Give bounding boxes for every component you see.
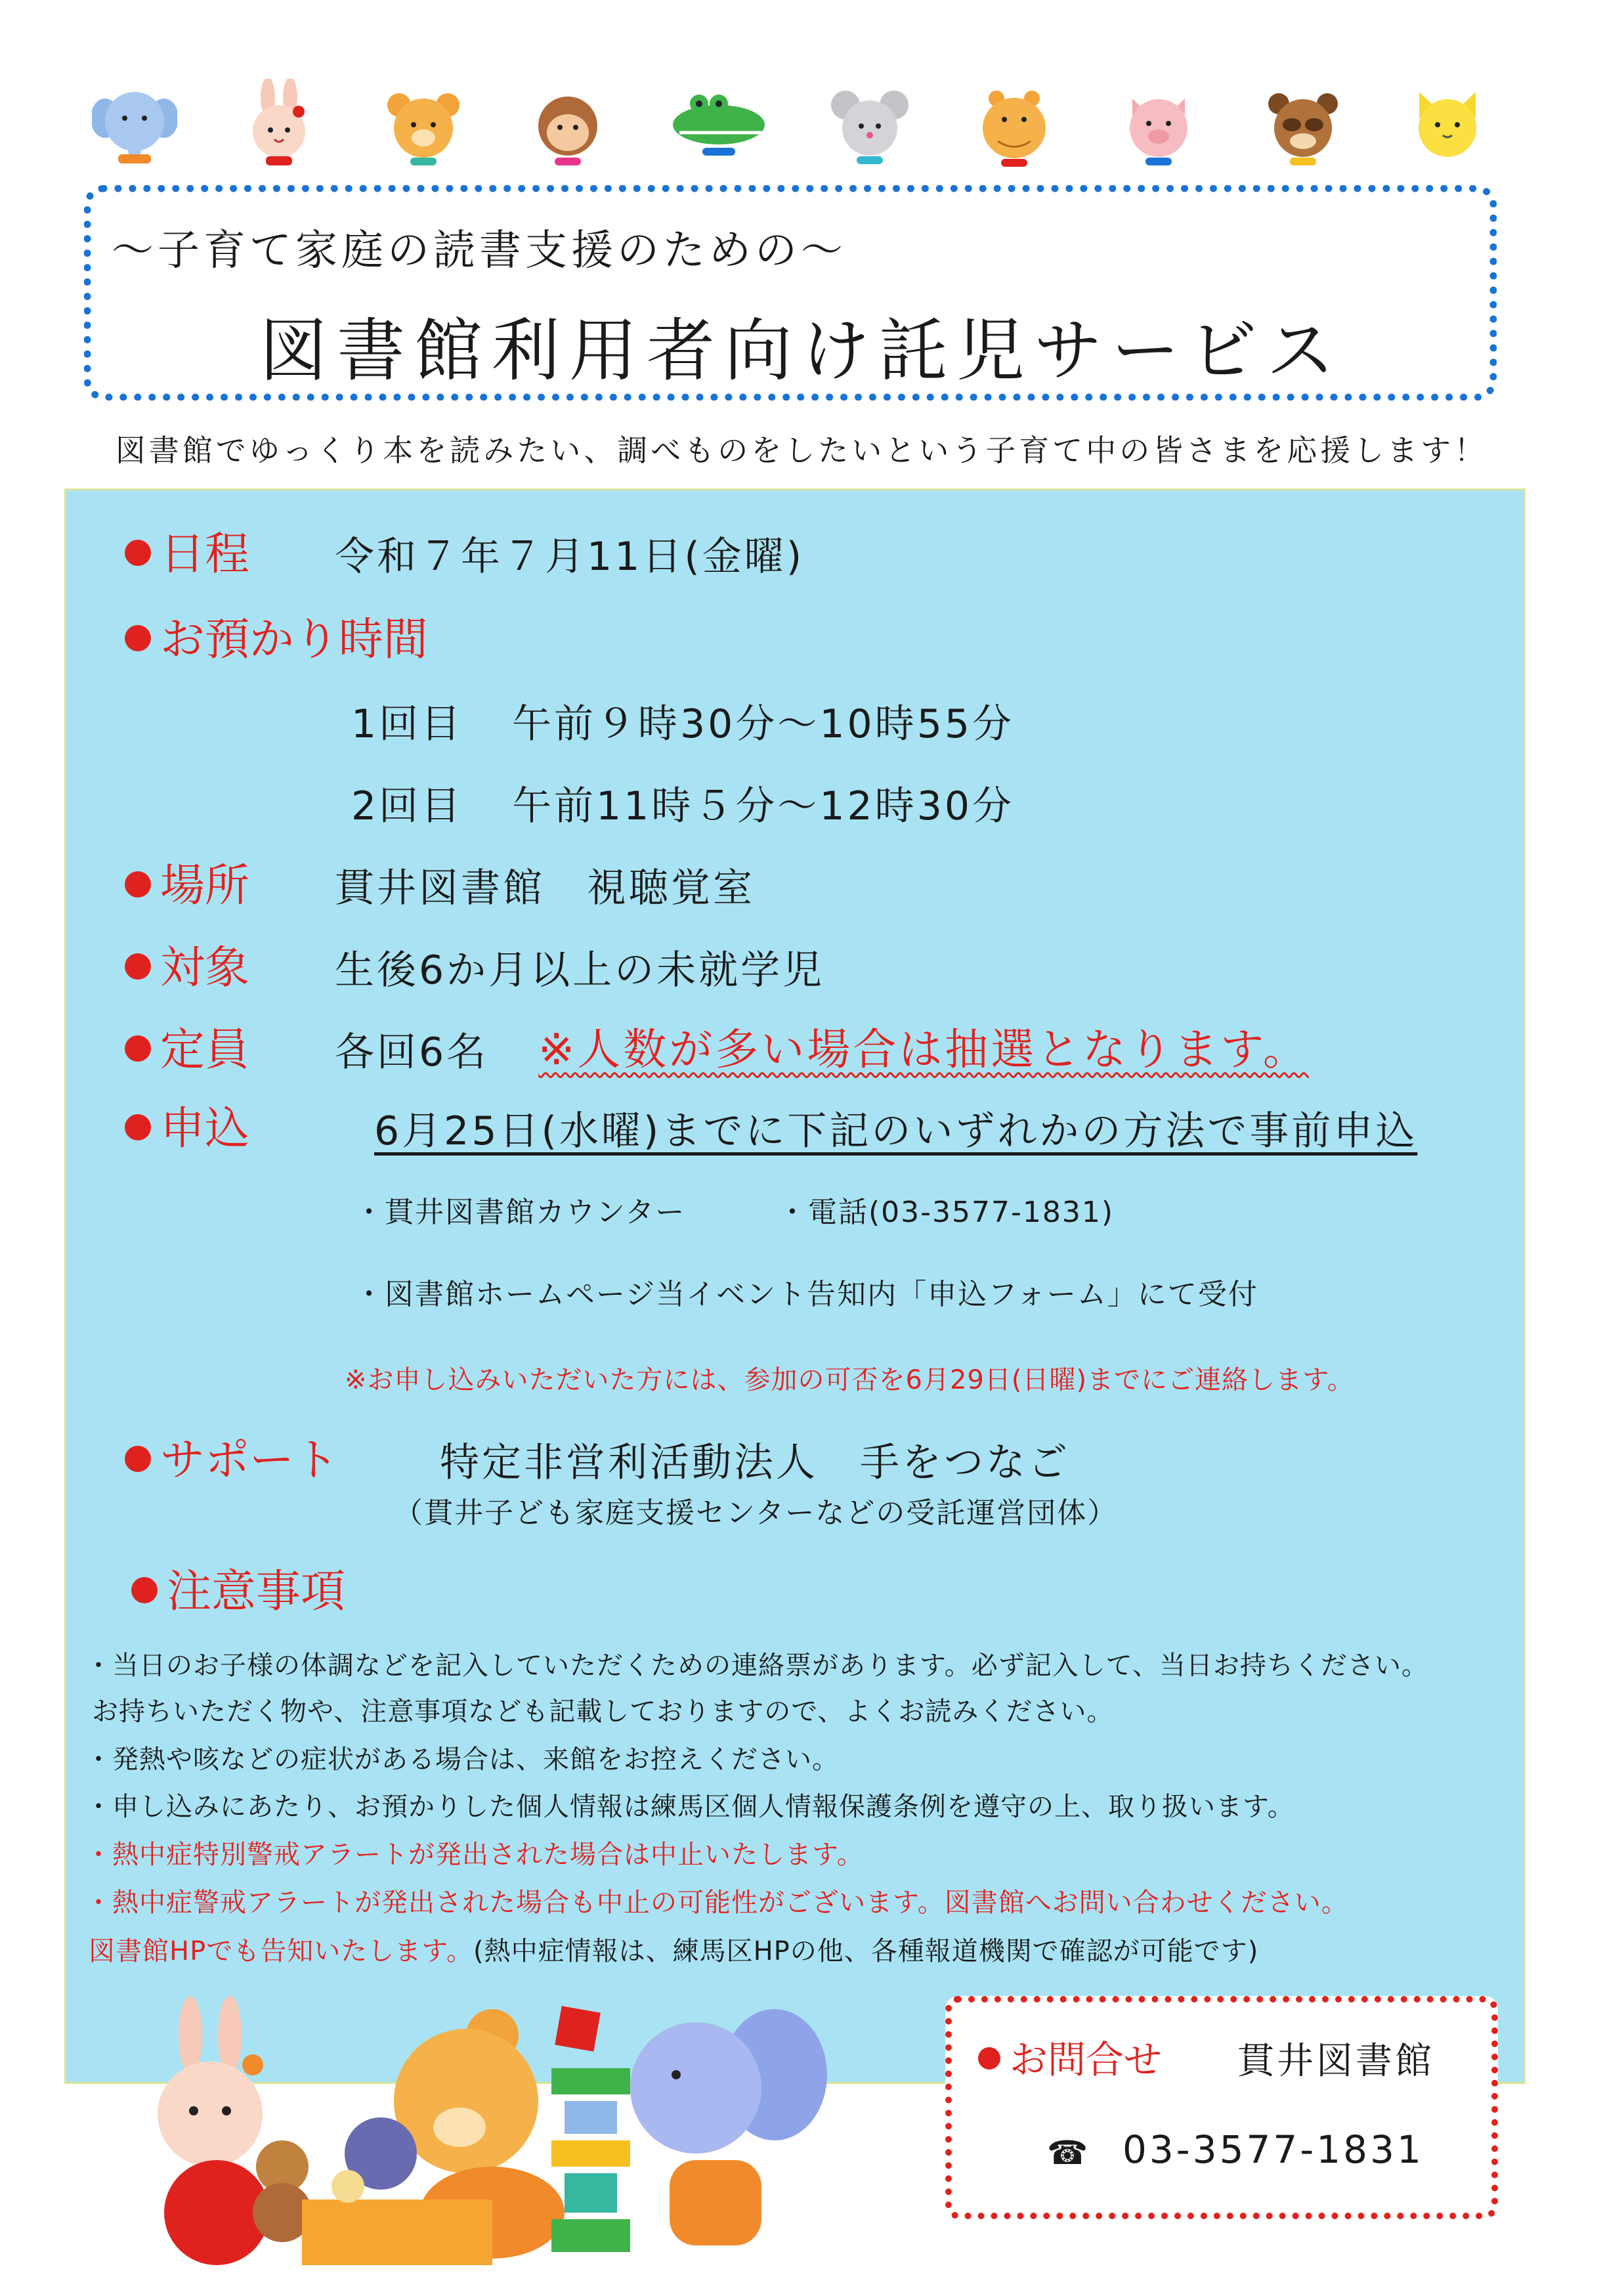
slot1-label: 1回目 [351,701,463,747]
capacity-value: 各回6名 [335,1029,489,1075]
caution-line-7-red: 図書館HPでも告知いたします。 [89,1936,473,1966]
application-label: 申込 [125,1093,249,1157]
caution-line-1: ・当日のお子様の体調などを記入していただくための連絡票があります。必ず記入して、当日お持ちください。 [85,1651,1428,1681]
support-org-note: （貫井子ども家庭支援センターなどの受託運営団体） [394,1496,1118,1530]
slot2-time: 午前11時５分～12時30分 [512,783,1015,829]
bear-face-icon [381,79,466,177]
application-deadline: 6月25日(水曜)までに下記のいずれかの方法で事前申込 [374,1108,1418,1154]
slot1-time: 午前９時30分～10時55分 [512,701,1015,747]
hippo-face-icon [972,79,1057,177]
capacity-label: 定員 [125,1014,249,1078]
contact-label: お問合せ [978,2029,1162,2084]
caution-line-3: ・発熱や咳などの症状がある場合は、来館をお控えください。 [85,1744,839,1775]
bullet-icon [125,1114,151,1140]
children-playing-illustration [151,1996,939,2272]
target-value: 生後6か月以上の未就学児 [335,947,825,993]
support-org: 特定非営利活動法人 手をつなご [440,1440,1070,1486]
bullet-icon [125,1035,151,1062]
caution-line-6: ・熱中症警戒アラートが発出された場合も中止の可能性がございます。図書館へお問い合わせください。 [85,1888,1348,1918]
elephant-face-icon [92,79,177,177]
hours-label: お預かり時間 [125,604,428,668]
schedule-label: 日程 [125,519,249,582]
monkey-face-icon [525,79,610,177]
bullet-icon [125,540,151,566]
caution-line-5: ・熱中症特別警戒アラートが発出された場合は中止いたします。 [85,1840,864,1870]
caution-line-7-rest: (熱中症情報は、練馬区HPの他、各種報道機関で確認が可能です) [473,1936,1259,1966]
cat-face-icon [1405,79,1490,177]
method-phone: ・電話(03-3577-1831) [778,1196,1115,1229]
bullet-icon [125,953,151,980]
page-subtitle: ～子育て家庭の読書支援のための～ [112,227,847,275]
place-label: 場所 [125,850,249,914]
animal-faces-row [79,79,1523,177]
caution-line-7 [89,1930,1258,1968]
application-notice: ※お申し込みいただいた方には、参加の可否を6月29日(日曜)までにご連絡します。 [345,1365,1354,1395]
page-title: 図書館利用者向け託児サービス [259,311,1344,391]
lottery-note: ※人数が多い場合は抽選となります。 [538,1024,1310,1075]
schedule-value: 令和７年７月11日(金曜) [335,534,805,580]
crocodile-face-icon [670,79,768,177]
caution-line-2: お持ちいただく物や、注意事項なども記載しておりますので、よくお読みください。 [92,1697,1114,1727]
intro-text: 図書館でゆっくり本を読みたい、調べものをしたいという子育て中の皆さまを応援します！ [115,433,1488,468]
phone-icon: ☎ [1047,2134,1091,2172]
caution-line-4: ・申し込みにあたり、お預かりした個人情報は練馬区個人情報保護条例を遵守の上、取り扱います。 [85,1792,1294,1822]
rabbit-face-icon [236,79,322,177]
pig-face-icon [1116,79,1201,177]
slot2-label: 2回目 [351,783,463,829]
bullet-icon [125,1446,151,1472]
bullet-icon [125,871,151,898]
place-value: 貫井図書館 視聴覚室 [335,865,755,911]
target-label: 対象 [125,932,249,996]
cautions-label: 注意事項 [131,1556,345,1620]
raccoon-face-icon [1260,79,1346,177]
support-label: サポート [125,1425,339,1488]
contact-library-name: 貫井図書館 [1237,2040,1434,2083]
mouse-face-icon [827,79,912,177]
bullet-icon [125,625,151,651]
contact-phone-number: 03-3577-1831 [1122,2127,1424,2172]
bullet-icon [978,2047,1000,2069]
method-web-form: ・図書館ホームページ当イベント告知内「申込フォーム」にて受付 [354,1278,1258,1311]
method-counter: ・貫井図書館カウンター [354,1196,686,1229]
bullet-icon [131,1577,158,1603]
